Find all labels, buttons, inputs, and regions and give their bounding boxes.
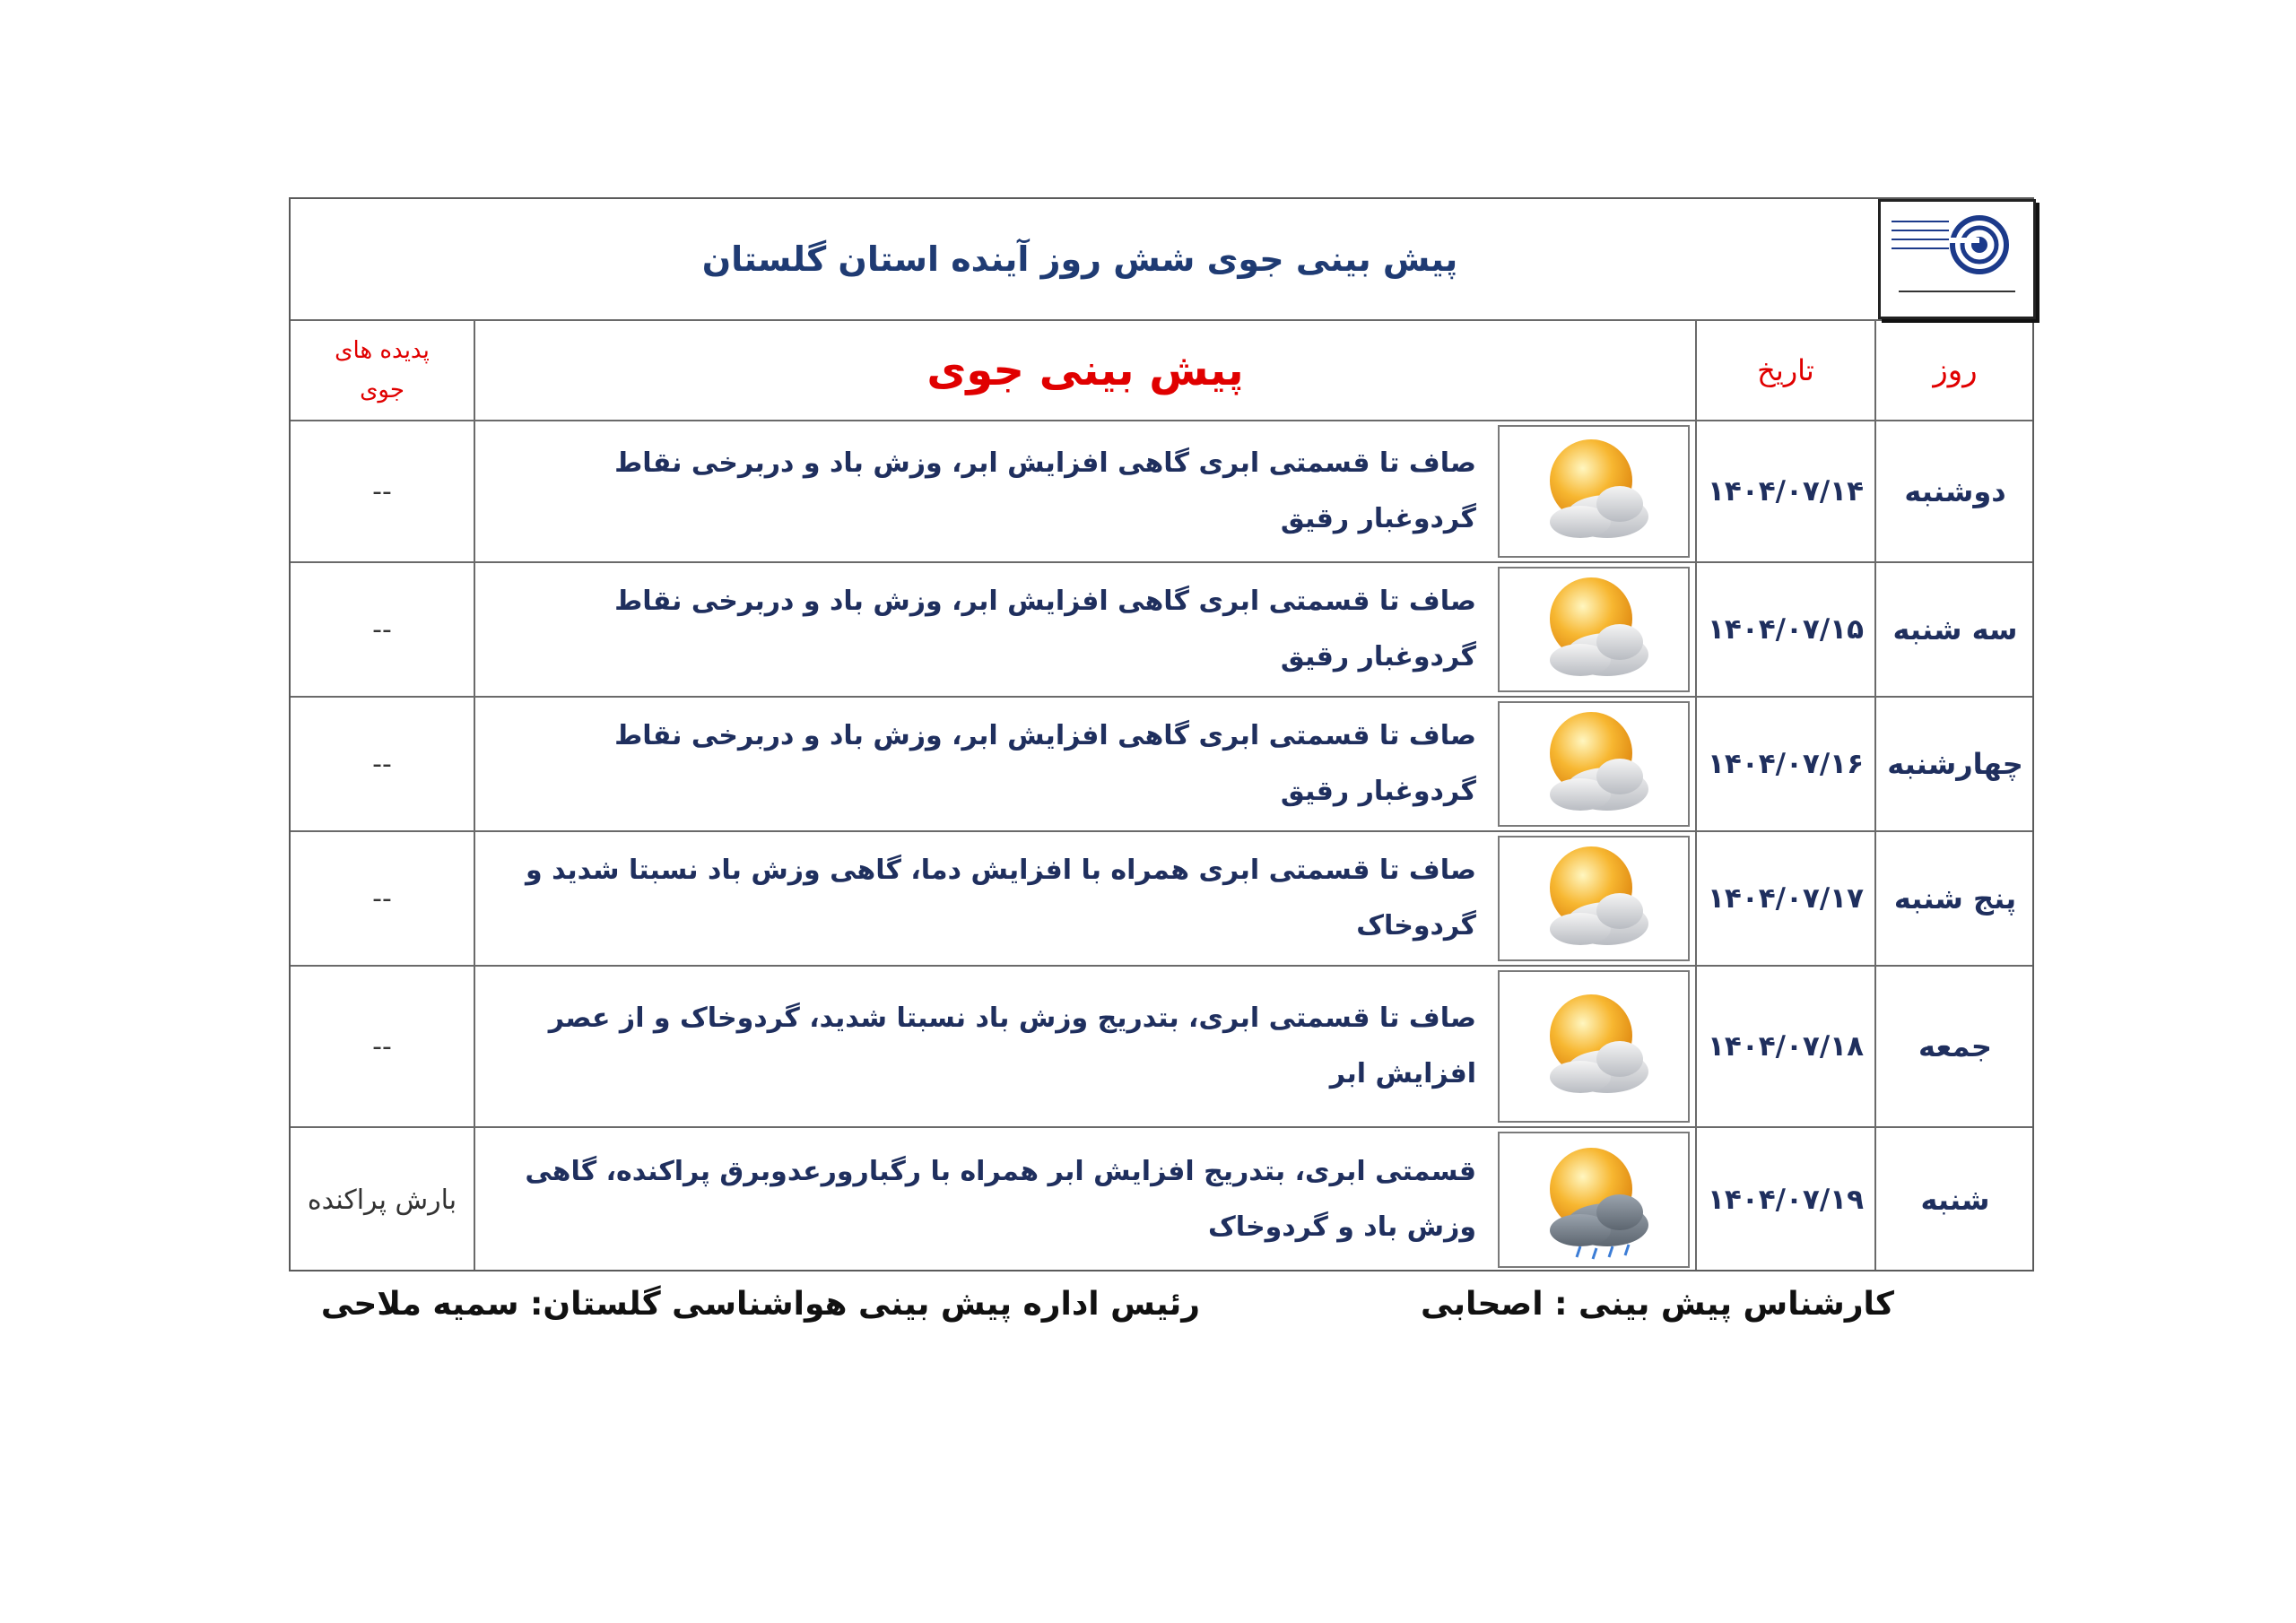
partly-cloudy-sun-icon (1526, 701, 1661, 827)
row-date: ۱۴۰۴/۰۷/۱۶ (1707, 748, 1864, 780)
page-title: پیش بینی جوی شش روز آینده استان گلستان (701, 239, 1458, 279)
header-day: روز (1933, 352, 1978, 388)
rain-cloud-sun-icon (1526, 1132, 1661, 1268)
row-phenomena: -- (372, 748, 392, 780)
weather-icon-box (1498, 425, 1690, 558)
forecast-expert: کارشناس پیش بینی : اصحابی (1421, 1286, 1894, 1323)
weather-icon-box (1498, 836, 1690, 961)
row-day: شنبه (1920, 1183, 1990, 1217)
row-day: دوشنبه (1904, 474, 2006, 508)
weather-icon-box (1498, 1132, 1690, 1268)
partly-cloudy-sun-icon (1526, 567, 1661, 692)
row-date: ۱۴۰۴/۰۷/۱۹ (1707, 1184, 1864, 1216)
partly-cloudy-sun-icon (1526, 836, 1661, 961)
row-forecast: صاف تا قسمتی ابری گاهی افزایش ابر، وزش باد و دربرخی نقاط گردوغبار رقیق (614, 720, 1476, 807)
row-date: ۱۴۰۴/۰۷/۱۴ (1707, 475, 1864, 508)
header-phenomena-line2: جوی (360, 377, 404, 404)
row-day: سه شنبه (1892, 612, 2018, 647)
row-date: ۱۴۰۴/۰۷/۱۷ (1707, 882, 1864, 915)
row-day: چهارشنبه (1887, 747, 2023, 781)
row-forecast: صاف تا قسمتی ابری همراه با افزایش دما، گاهی وزش باد نسبتا شدید و گردوخاک (526, 855, 1476, 942)
row-phenomena: بارش پراکنده (307, 1184, 457, 1216)
header-phenomena (291, 321, 474, 420)
header-forecast: پیش بینی جوی (926, 345, 1244, 395)
row-date: ۱۴۰۴/۰۷/۱۸ (1707, 1030, 1864, 1063)
organization-logo (1878, 199, 2036, 319)
row-date: ۱۴۰۴/۰۷/۱۵ (1707, 613, 1864, 646)
forecast-head: رئیس اداره پیش بینی هواشناسی گلستان: سمیه ملاحی (320, 1286, 1200, 1323)
row-day: پنج شنبه (1893, 881, 2017, 916)
row-forecast: صاف تا قسمتی ابری گاهی افزایش ابر، وزش باد و دربرخی نقاط گردوغبار رقیق (614, 447, 1476, 534)
row-phenomena: -- (372, 1030, 392, 1063)
row-forecast: صاف تا قسمتی ابری، بتدریج وزش باد نسبتا شدید، گردوخاک و از عصر افزایش ابر (548, 1002, 1476, 1089)
forecast-table (289, 197, 2034, 1271)
row-phenomena: -- (372, 613, 392, 646)
header-date: تاریخ (1757, 353, 1814, 387)
weather-icon-box (1498, 567, 1690, 692)
row-forecast: قسمتی ابری، بتدریج افزایش ابر همراه با رگبارورعدوبرق پراکنده، گاهی وزش باد و گردوخاک (525, 1156, 1476, 1243)
row-phenomena: -- (372, 475, 392, 508)
meteorological-organization-logo-icon (1881, 202, 2033, 317)
row-phenomena: -- (372, 882, 392, 915)
partly-cloudy-sun-icon (1526, 425, 1661, 558)
header-phenomena-line1: پدیده های (335, 337, 430, 364)
row-forecast: صاف تا قسمتی ابری گاهی افزایش ابر، وزش باد و دربرخی نقاط گردوغبار رقیق (614, 586, 1476, 673)
weather-icon-box (1498, 970, 1690, 1123)
partly-cloudy-sun-icon (1526, 970, 1661, 1123)
weather-icon-box (1498, 701, 1690, 827)
row-day: جمعه (1918, 1029, 1992, 1063)
